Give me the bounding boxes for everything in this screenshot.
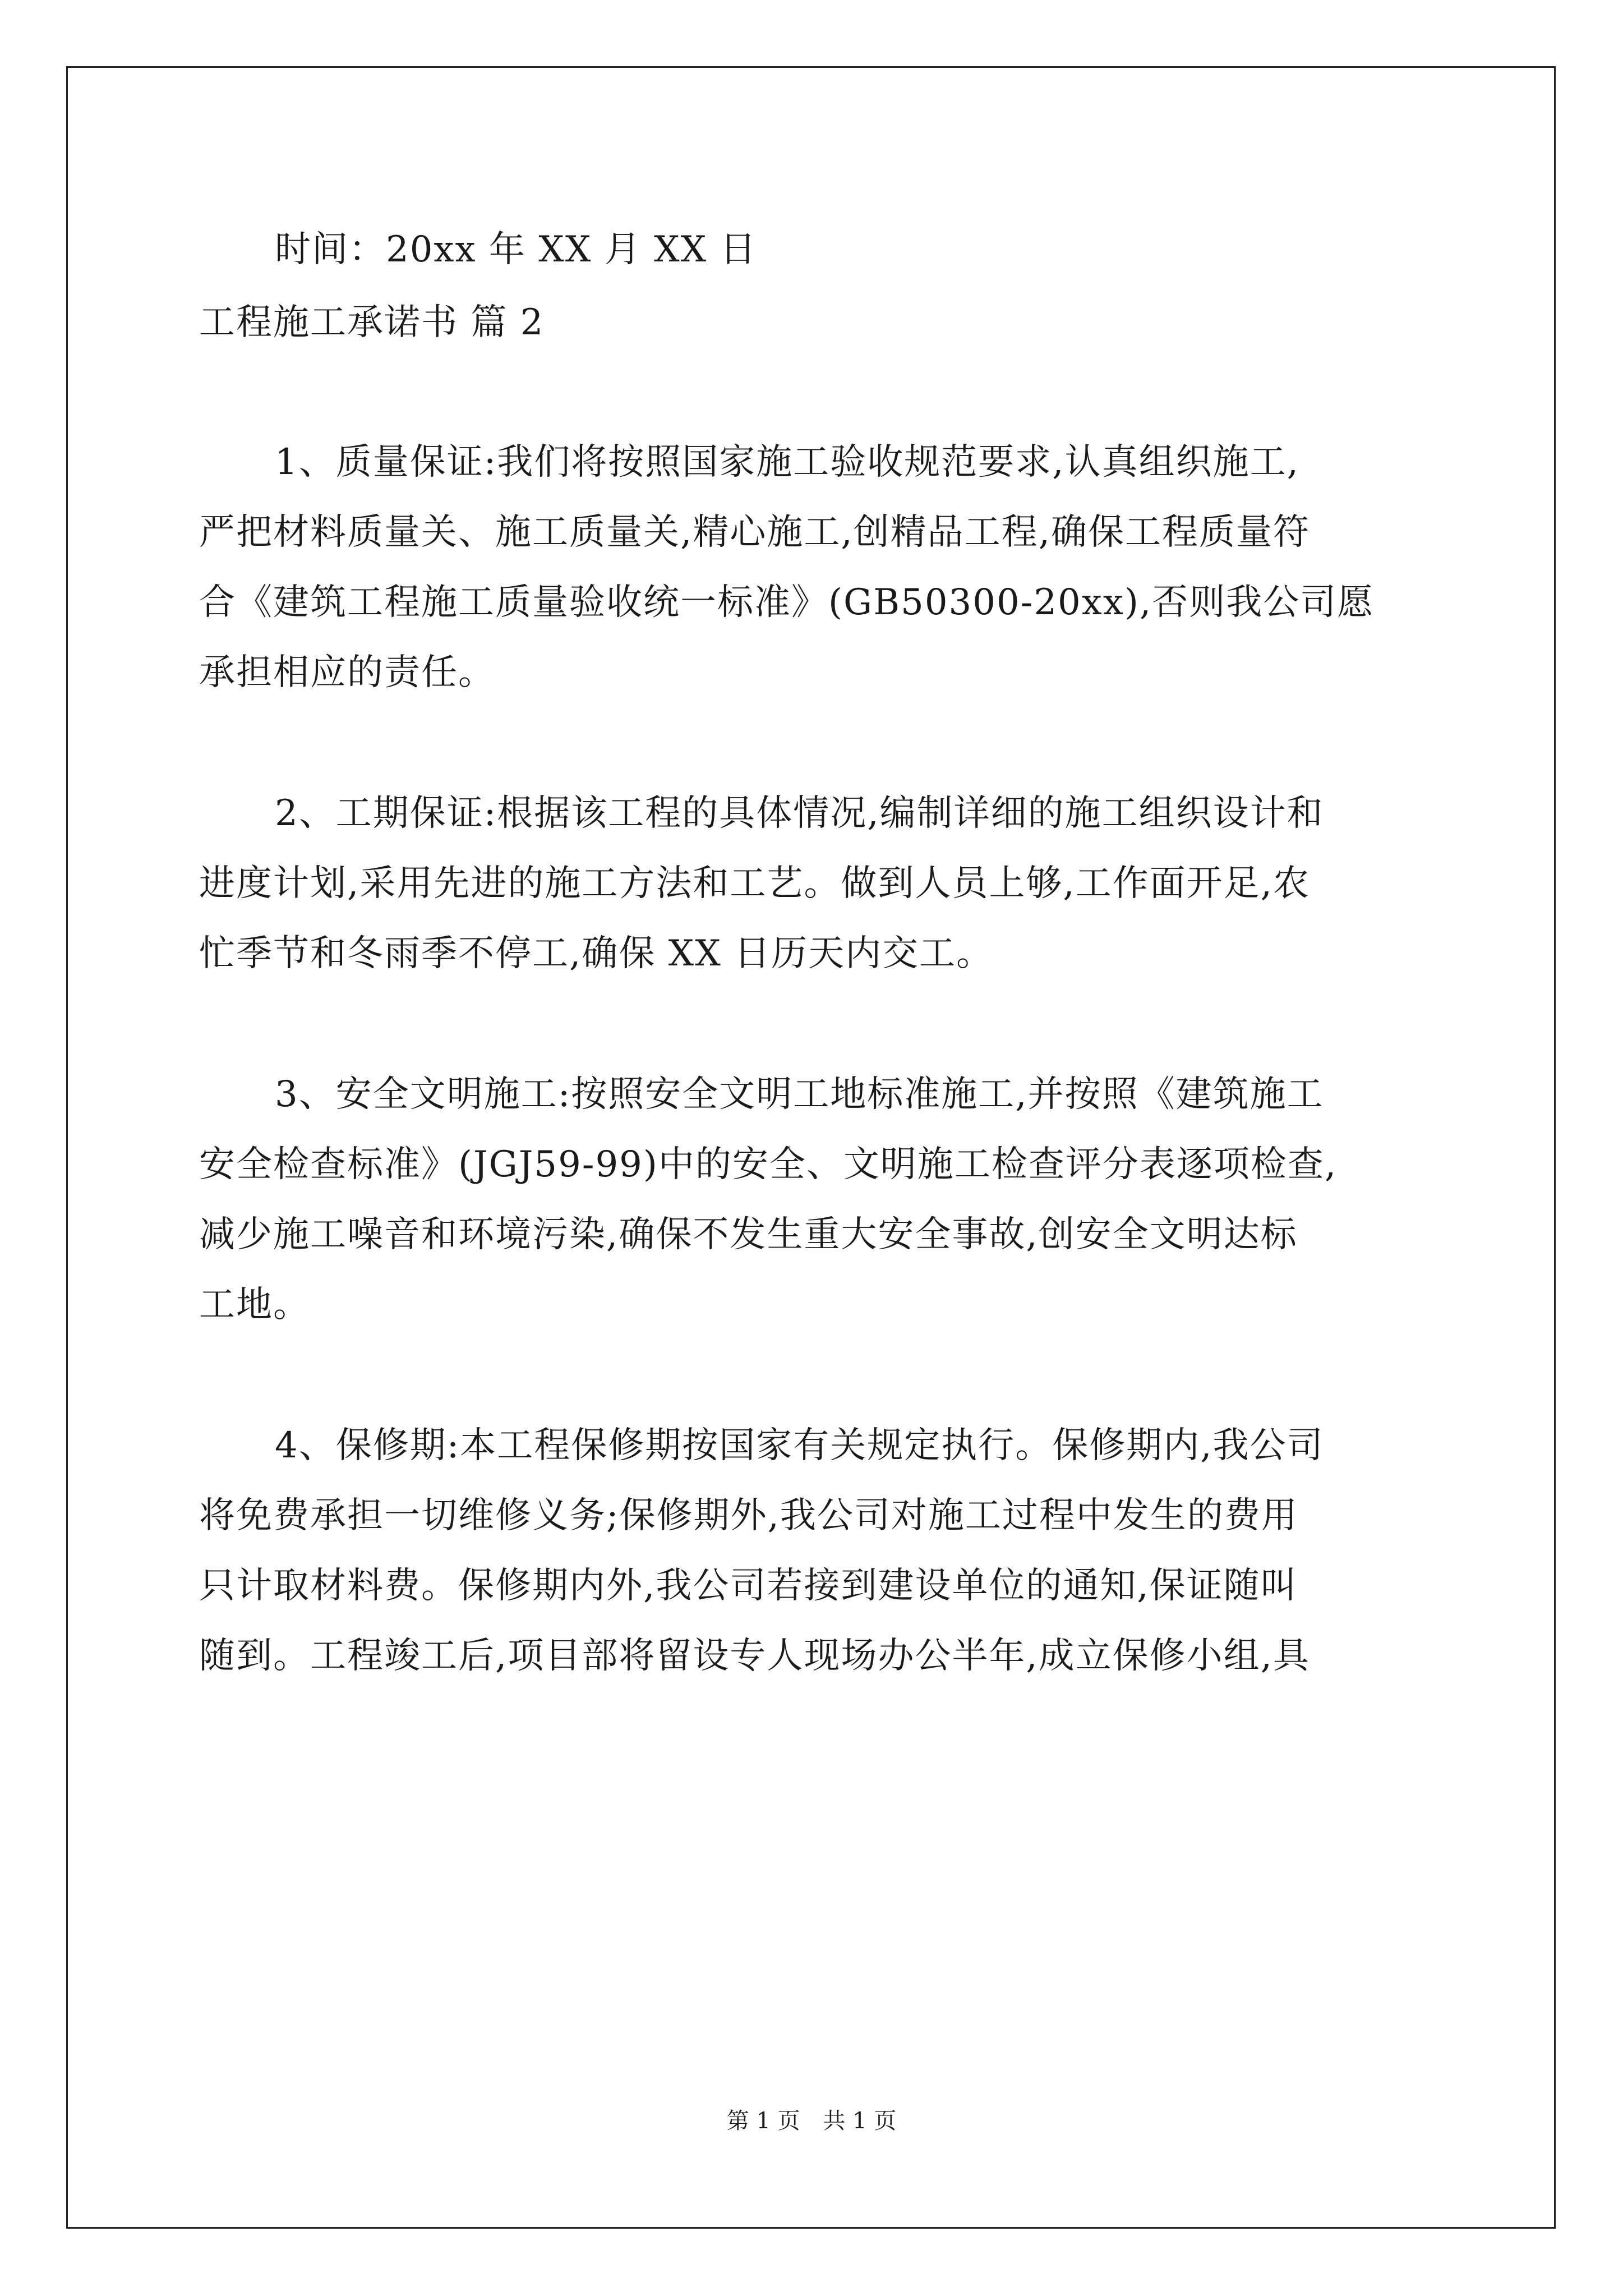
- paragraph-3-line-3: 减少施工噪音和环境污染,确保不发生重大安全事故,创安全文明达标: [199, 1214, 1298, 1255]
- paragraph-3-line-1: 3、安全文明施工:按照安全文明工地标准施工,并按照《建筑施工: [275, 1074, 1324, 1115]
- paragraph-3-line-4: 工地。: [199, 1284, 310, 1326]
- page-footer: [0, 2107, 1623, 2135]
- paragraph-1-line-4: 承担相应的责任。: [199, 652, 495, 693]
- paragraph-4-line-1: 4、保修期:本工程保修期按国家有关规定执行。保修期内,我公司: [275, 1425, 1324, 1466]
- paragraph-1-line-2: 严把材料质量关、施工质量关,精心施工,创精品工程,确保工程质量符: [199, 512, 1311, 553]
- paragraph-4-line-3: 只计取材料费。保修期内外,我公司若接到建设单位的通知,保证随叫: [199, 1565, 1298, 1607]
- page-number: 第 1 页: [726, 2108, 800, 2134]
- paragraph-2-line-2: 进度计划,采用先进的施工方法和工艺。做到人员上够,工作面开足,农: [199, 863, 1311, 904]
- paragraph-4-line-4: 随到。工程竣工后,项目部将留设专人现场办公半年,成立保修小组,具: [199, 1635, 1311, 1677]
- section-heading: 工程施工承诺书 篇 2: [199, 302, 545, 343]
- total-pages: 共 1 页: [823, 2108, 897, 2134]
- paragraph-2-line-3: 忙季节和冬雨季不停工,确保 XX 日历天内交工。: [199, 933, 994, 974]
- paragraph-2-line-1: 2、工期保证:根据该工程的具体情况,编制详细的施工组织设计和: [275, 793, 1324, 834]
- paragraph-1-line-3: 合《建筑工程施工质量验收统一标准》(GB50300-20xx),否则我公司愿: [199, 582, 1375, 623]
- date-line: 时间：20xx 年 XX 月 XX 日: [275, 229, 757, 270]
- paragraph-1-line-1: 1、质量保证:我们将按照国家施工验收规范要求,认真组织施工,: [275, 441, 1299, 483]
- paragraph-4-line-2: 将免费承担一切维修义务;保修期外,我公司对施工过程中发生的费用: [199, 1495, 1298, 1536]
- paragraph-3-line-2: 安全检查标准》(JGJ59-99)中的安全、文明施工检查评分表逐项检查,: [199, 1144, 1338, 1185]
